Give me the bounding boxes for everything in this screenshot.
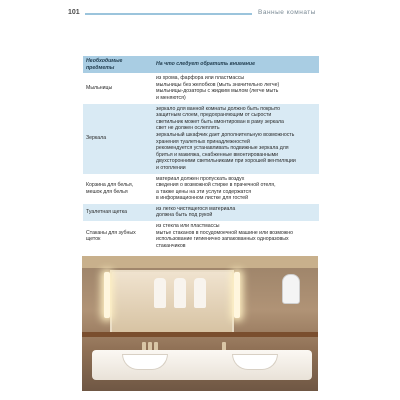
item-cell: Зеркала — [83, 104, 153, 174]
column-header-items: Необходимые предметы — [83, 56, 153, 73]
notes-cell: из стекла или пластмассы мытье стаканов в посудомоечной машине или возможно использование гигиенично запакованных одноразовых стаканчиков — [156, 223, 293, 249]
photo-lamp-left — [104, 272, 110, 318]
table-row — [83, 73, 319, 103]
photo-robe — [194, 278, 206, 308]
notes-cell: из хрома, фарфора или пластмассы мыльницы без желобков (мыть значительно легче) мыльницы-дозаторы с жидким мылом (легче мыть и меняются) — [156, 75, 280, 101]
photo-ceiling — [82, 256, 318, 268]
photo-robe — [154, 278, 166, 308]
table-row — [83, 174, 319, 204]
table-row — [83, 104, 319, 174]
photo-hair-dryer — [282, 274, 300, 304]
table-row — [83, 221, 319, 251]
photo-mirror — [110, 270, 234, 334]
item-cell: Корзина для белья, мешок для белья — [86, 182, 134, 195]
column-header-notes: На что следует обратить внимание — [153, 56, 319, 73]
item-cell: Мыльницы — [86, 85, 113, 92]
bathroom-vanity-photo — [82, 256, 318, 391]
table-header-row — [83, 56, 319, 73]
notes-cell: материал должен пропускать воздух сведения о возможной стирке в прачечной отеля, а также цены на эти услуги содержатся в информационном листке для гостей — [156, 175, 276, 202]
photo-lamp-right — [234, 272, 240, 318]
photo-tile-band — [82, 332, 318, 337]
item-cell: Стаканы для зубных щеток — [86, 229, 136, 243]
notes-cell: из легко чистящегося материала должна быть под рукой — [153, 204, 319, 221]
header-rule — [85, 13, 252, 15]
item-cell: Туалетная щетка — [83, 204, 153, 221]
items-table — [83, 56, 319, 251]
notes-cell: зеркало для ванной комнаты должно быть покрыто защитным слоем, предохраняющим от сырости светильник может быть вмонтирован в раму зеркала свет не должен ослеплять зеркальный шкафчик дает дополнительную возможность хранения туалетных принадлежностей рекомендуется устанавливать подвижные зеркала для бритья и макияжа, снабженные вмонтированными двухсторонними светильниками при хорошей вентиляции и отоплении — [153, 104, 319, 174]
page-number: 101 — [68, 9, 80, 16]
photo-robe — [174, 278, 186, 308]
table-row — [83, 204, 319, 221]
running-head: Ванные комнаты — [258, 9, 316, 16]
